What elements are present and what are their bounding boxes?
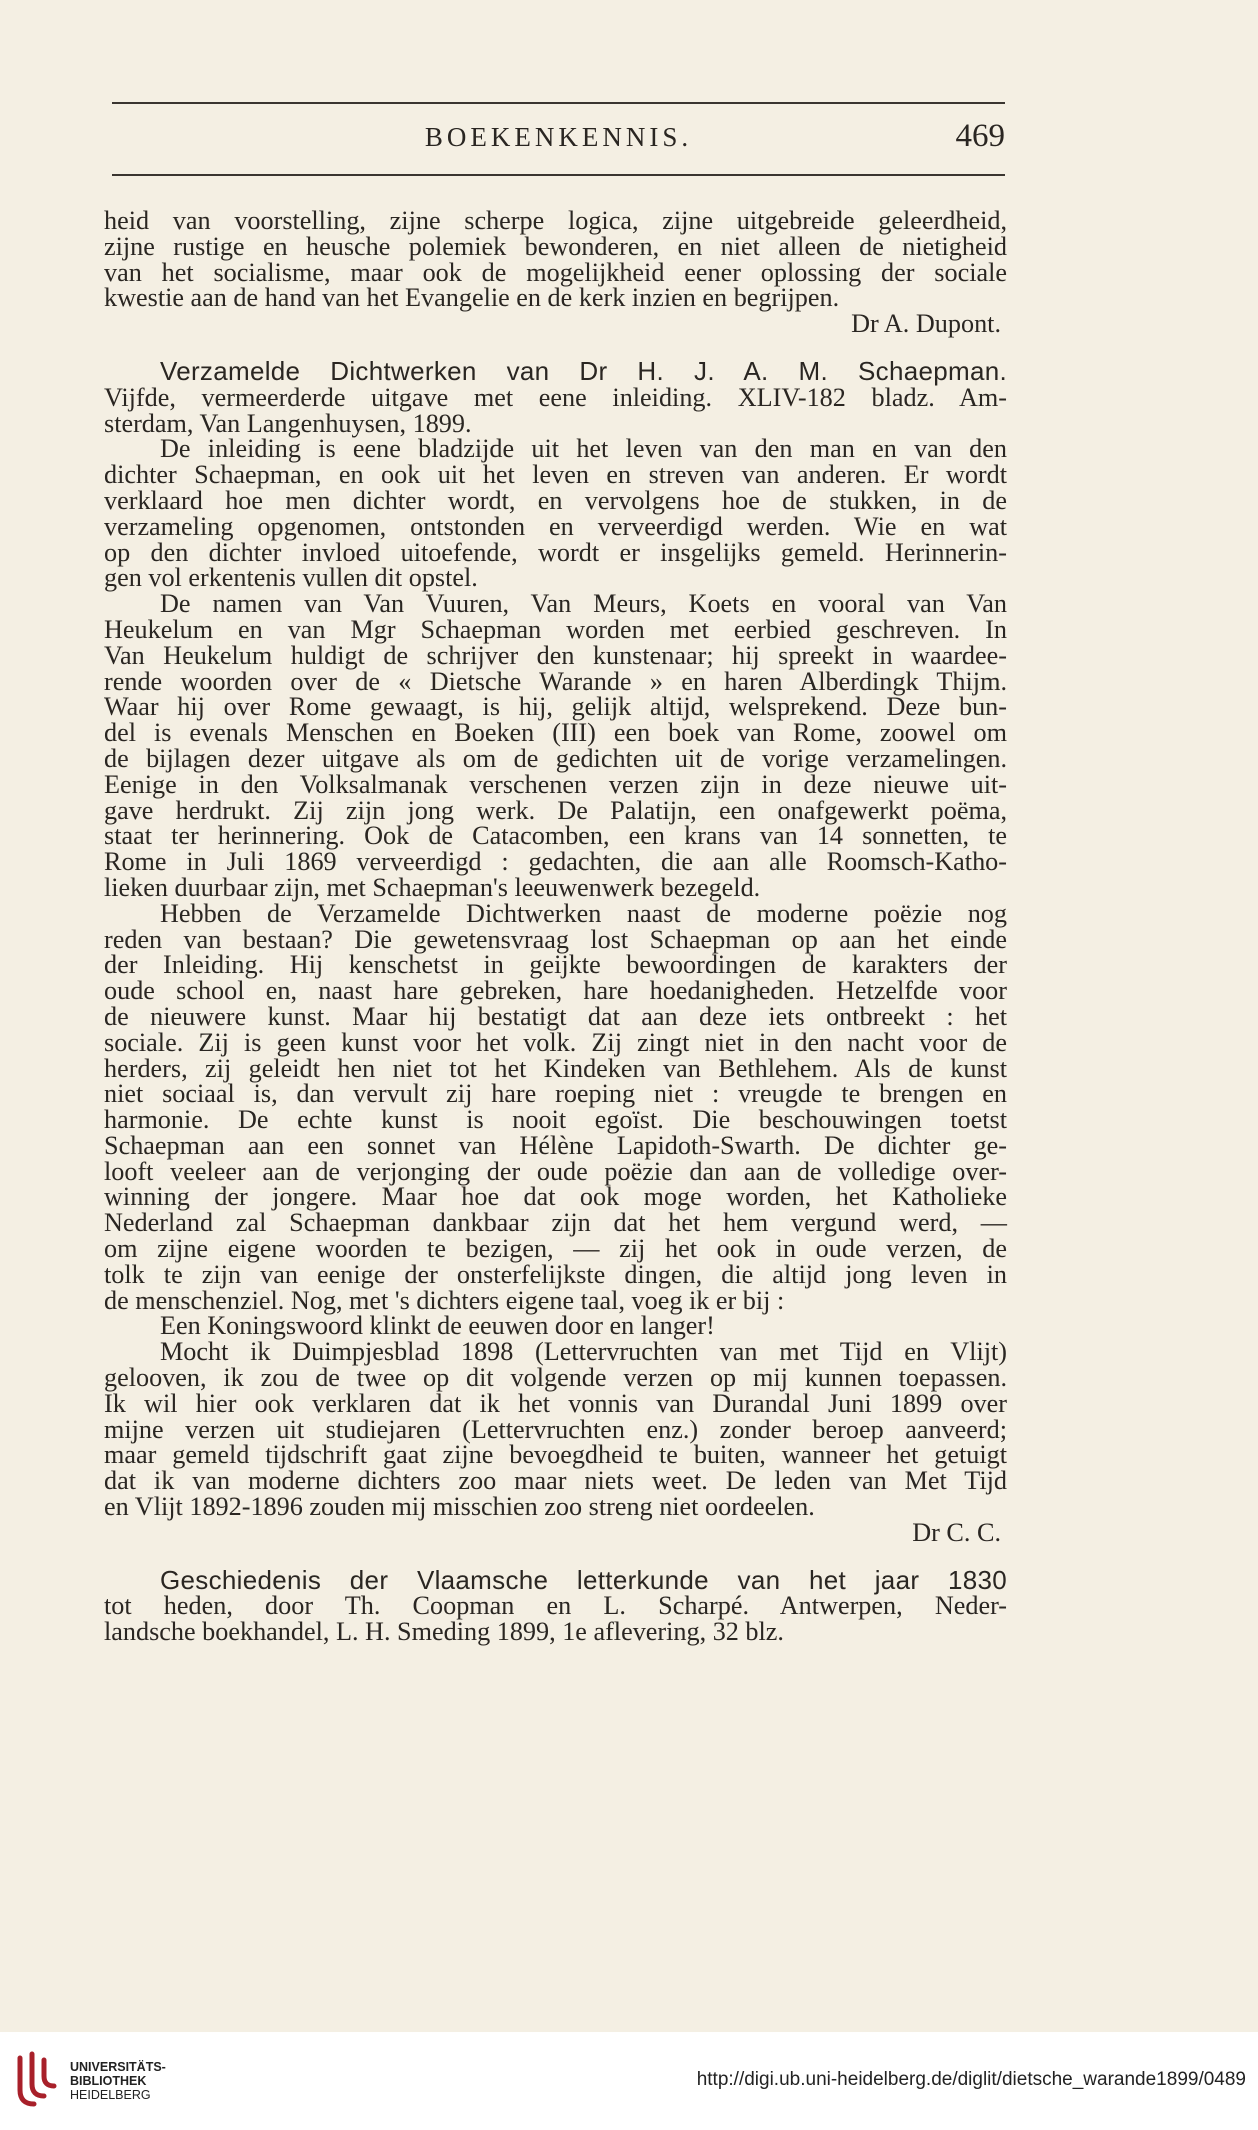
text-line: van het socialisme, maar ook de mogelijkheid eener oplossing der sociale [104, 257, 1007, 287]
text-line: reden van bestaan? Die gewetensvraag lost Schaepman op aan het einde [104, 924, 1007, 954]
text-line: der Inleiding. Hij kenschetst in geijkte bewoordingen de karakters der [104, 950, 1007, 980]
text-line: mijne verzen uit studiejaren (Lettervruchten enz.) zonder beroep aanveerd; [104, 1414, 1007, 1444]
text-line: dat ik van moderne dichters zoo maar niets weet. De leden van Met Tijd [104, 1466, 1007, 1496]
text-line: heid van voorstelling, zijne scherpe logica, zijne uitgebreide geleerdheid, [104, 206, 1007, 235]
text-line: Nederland zal Schaepman dankbaar zijn dat het hem vergund werd, — [104, 1208, 1007, 1238]
text-line: De inleiding is eene bladzijde uit het leven van den man en van den [160, 434, 1007, 464]
text-line: staat ter herinnering. Ook de Catacomben, een krans van 14 sonnetten, te [104, 821, 1007, 851]
text-line: Schaepman aan een sonnet van Hélène Lapidoth-Swarth. De dichter ge- [104, 1130, 1007, 1160]
text-line: gave herdrukt. Zij zijn jong werk. De Palatijn, een onafgewerkt poëma, [104, 795, 1007, 825]
library-name-line: HEIDELBERG [70, 2088, 151, 2102]
text-line: op den dichter invloed uitoefende, wordt er insgelijks gemeld. Herinnerin- [104, 537, 1007, 567]
text-line: verklaard hoe men dichter wordt, en vervolgens hoe de stukken, in de [104, 485, 1007, 515]
text-line: tolk te zijn van eenige der onsterfelijkste dingen, die altijd jong leven in [104, 1259, 1007, 1289]
text-line: lieken duurbaar zijn, met Schaepman's leeuwenwerk bezegeld. [104, 872, 761, 902]
text-line: maar gemeld tijdschrift gaat zijne bevoegdheid te buiten, wanneer het getuigt [104, 1440, 1007, 1470]
text-line: niet sociaal is, dan vervult zij hare roeping niet : vreugde te brengen en [104, 1079, 1007, 1109]
text-line: sociale. Zij is geen kunst voor het volk. Zij zingt niet in den nacht voor de [104, 1027, 1007, 1057]
text-line: Eenige in den Volksalmanak verschenen verzen zijn in deze nieuwe uit- [104, 769, 1007, 799]
text-line: de bijlagen dezer uitgave als om de gedichten uit de vorige verzamelingen. [104, 743, 1007, 773]
text-line: harmonie. De echte kunst is nooit egoïst. Die beschouwingen toetst [104, 1105, 1007, 1135]
library-name [70, 2060, 166, 2102]
text-line: oude school en, naast hare gebreken, hare hoedanigheden. Hetzelfde voor [104, 976, 1007, 1006]
signature: Dr C. C. [912, 1517, 1001, 1547]
text-line: kwestie aan de hand van het Evangelie en de kerk inzien en begrijpen. [104, 283, 840, 313]
text-line: looft veeleer aan de verjonging der oude poëzie dan aan de volledige over- [104, 1156, 1007, 1186]
header-rule-bottom [112, 174, 1005, 176]
text-line: winning der jongere. Maar hoe dat ook moge worden, het Katholieke [104, 1182, 1007, 1212]
text-line: sterdam, Van Langenhuysen, 1899. [104, 408, 472, 438]
review-heading: Verzamelde Dichtwerken van Dr H. J. A. M. Schaepman. [160, 355, 1007, 386]
header-rule-top [112, 102, 1005, 104]
text-line: herders, zij geleidt hen niet tot het Kindeken van Bethlehem. Als de kunst [104, 1053, 1007, 1083]
digitization-footer [0, 2032, 1258, 2130]
text-line: gelooven, ik zou de twee op dit volgende verzen op mij kunnen toepassen. [104, 1363, 1007, 1393]
page-number: 469 [955, 118, 1005, 154]
running-head [112, 118, 1005, 166]
text-line: Rome in Juli 1869 verveerdigd : gedachten, die aan alle Roomsch-Katho- [104, 847, 1007, 877]
running-title: BOEKENKENNIS. [424, 122, 693, 152]
text-line: Waar hij over Rome gewaagt, is hij, gelijk altijd, welsprekend. Deze bun- [104, 692, 1007, 722]
text-line: verzameling opgenomen, ontstonden en verveerdigd werden. Wie en wat [104, 511, 1007, 541]
text-line: de menschenziel. Nog, met 's dichters eigene taal, voeg ik er bij : [104, 1285, 785, 1315]
text-line: gen vol erkentenis vullen dit opstel. [104, 563, 478, 593]
text-line: del is evenals Menschen en Boeken (III) een boek van Rome, zoowel om [104, 718, 1007, 748]
text-line: Hebben de Verzamelde Dichtwerken naast de moderne poëzie nog [160, 898, 1007, 928]
text-line: Vijfde, vermeerderde uitgave met eene inleiding. XLIV-182 bladz. Am- [104, 382, 1007, 412]
quoted-verse: Een Koningswoord klinkt de eeuwen door en langer! [160, 1311, 715, 1341]
text-line: tot heden, door Th. Coopman en L. Scharpé. Antwerpen, Neder- [104, 1591, 1007, 1621]
text-line: landsche boekhandel, L. H. Smeding 1899, 1e aflevering, 32 blz. [104, 1617, 784, 1647]
library-name-line: UNIVERSITÄTS- [70, 2060, 166, 2074]
text-line: Mocht ik Duimpjesblad 1898 (Lettervruchten van met Tijd en Vlijt) [160, 1337, 1007, 1367]
text-line: dichter Schaepman, en ook uit het leven en streven van anderen. Er wordt [104, 460, 1007, 490]
text-line: Ik wil hier ook verklaren dat ik het vonnis van Durandal Juni 1899 over [104, 1388, 1007, 1418]
text-line: rende woorden over de « Dietsche Warande » en haren Alberdingk Thijm. [104, 666, 1007, 696]
source-url-link[interactable]: http://digi.ub.uni-heidelberg.de/diglit/dietsche_warande1899/0489 [696, 2069, 1246, 2090]
text-line: De namen van Van Vuuren, Van Meurs, Koets en vooral van Van [160, 589, 1007, 619]
text-line: zijne rustige en heusche polemiek bewonderen, en niet alleen de nietigheid [104, 231, 1007, 261]
text-line: en Vlijt 1892-1896 zouden mij misschien zoo streng niet oordeelen. [104, 1492, 815, 1522]
text-line: Heukelum en van Mgr Schaepman worden met eerbied geschreven. In [104, 614, 1007, 644]
text-line: om zijne eigene woorden te bezigen, — zij het ook in oude verzen, de [104, 1234, 1007, 1264]
body-text [104, 208, 1007, 1645]
university-library-logo-icon [14, 2050, 60, 2112]
signature: Dr A. Dupont. [851, 309, 1001, 339]
text-line: Van Heukelum huldigt de schrijver den kunstenaar; hij spreekt in waardee- [104, 640, 1007, 670]
text-line: de nieuwere kunst. Maar hij bestatigt dat aan deze iets ontbreekt : het [104, 1001, 1007, 1031]
review-heading: Geschiedenis der Vlaamsche letterkunde van het jaar 1830 [160, 1564, 1007, 1595]
library-name-line: BIBLIOTHEK [70, 2074, 147, 2088]
